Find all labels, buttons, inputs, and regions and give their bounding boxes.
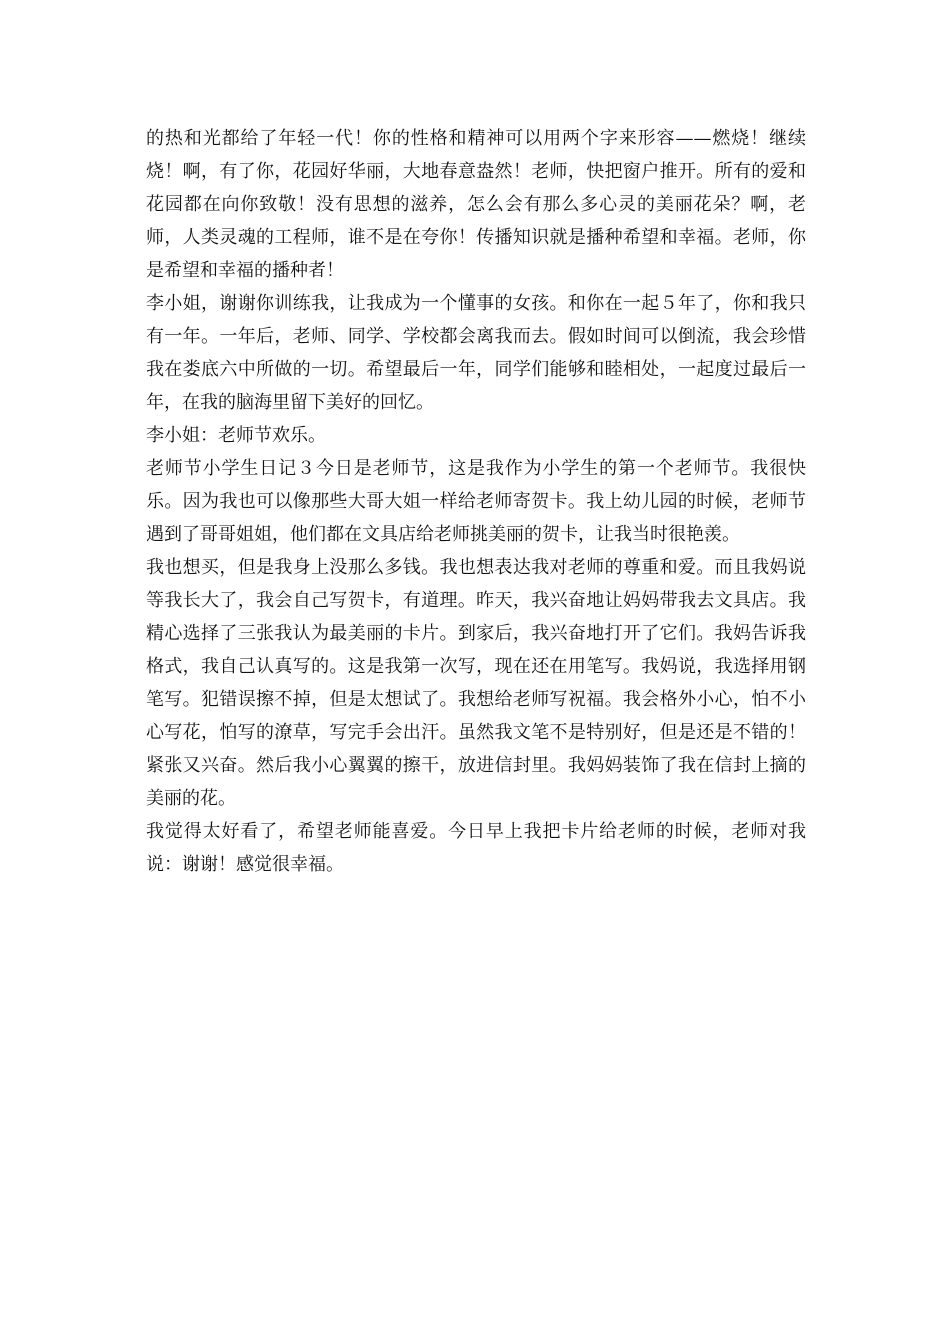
paragraph-2: 李小姐，谢谢你训练我，让我成为一个懂事的女孩。和你在一起５年了，你和我只有一年。一年后，老师、同学、学校都会离我而去。假如时间可以倒流，我会珍惜我在娄底六中所做的一切。希望最后一年，同学们能够和睦相处，一起度过最后一年，在我的脑海里留下美好的回忆。 [146, 293, 806, 413]
paragraph-5: 我也想买，但是我身上没那么多钱。我也想表达我对老师的尊重和爱。而且我妈说等我长大了，我会自己写贺卡，有道理。昨天，我兴奋地让妈妈带我去文具店。我精心选择了三张我认为最美丽的卡片。到家后，我兴奋地打开了它们。我妈告诉我格式，我自己认真写的。这是我第一次写，现在还在用笔写。我妈说，我选择用钢笔写。犯错误擦不掉，但是太想试了。我想给老师写祝福。我会格外小心，怕不小心写花，怕写的潦草，写完手会出汗。虽然我文笔不是特别好，但是还是不错的！紧张又兴奋。然后我小心翼翼的擦干，放进信封里。我妈妈装饰了我在信封上摘的美丽的花。 [146, 557, 806, 809]
paragraph-3: 李小姐：老师节欢乐。 [146, 425, 326, 446]
paragraph-6: 我觉得太好看了，希望老师能喜爱。今日早上我把卡片给老师的时候，老师对我说：谢谢！感觉很幸福。 [146, 821, 806, 875]
paragraph-4: 老师节小学生日记３今日是老师节，这是我作为小学生的第一个老师节。我很快乐。因为我也可以像那些大哥大姐一样给老师寄贺卡。我上幼儿园的时候，老师节遇到了哥哥姐姐，他们都在文具店给老师挑美丽的贺卡，让我当时很艳羡。 [146, 458, 806, 545]
document-body [146, 122, 806, 881]
paragraph-1: 的热和光都给了年轻一代！你的性格和精神可以用两个字来形容——燃烧！继续烧！啊，有了你，花园好华丽，大地春意盎然！老师，快把窗户推开。所有的爱和花园都在向你致敬！没有思想的滋养，怎么会有那么多心灵的美丽花朵？啊，老师，人类灵魂的工程师，谁不是在夸你！传播知识就是播种希望和幸福。老师，你是希望和幸福的播种者！ [146, 128, 806, 281]
